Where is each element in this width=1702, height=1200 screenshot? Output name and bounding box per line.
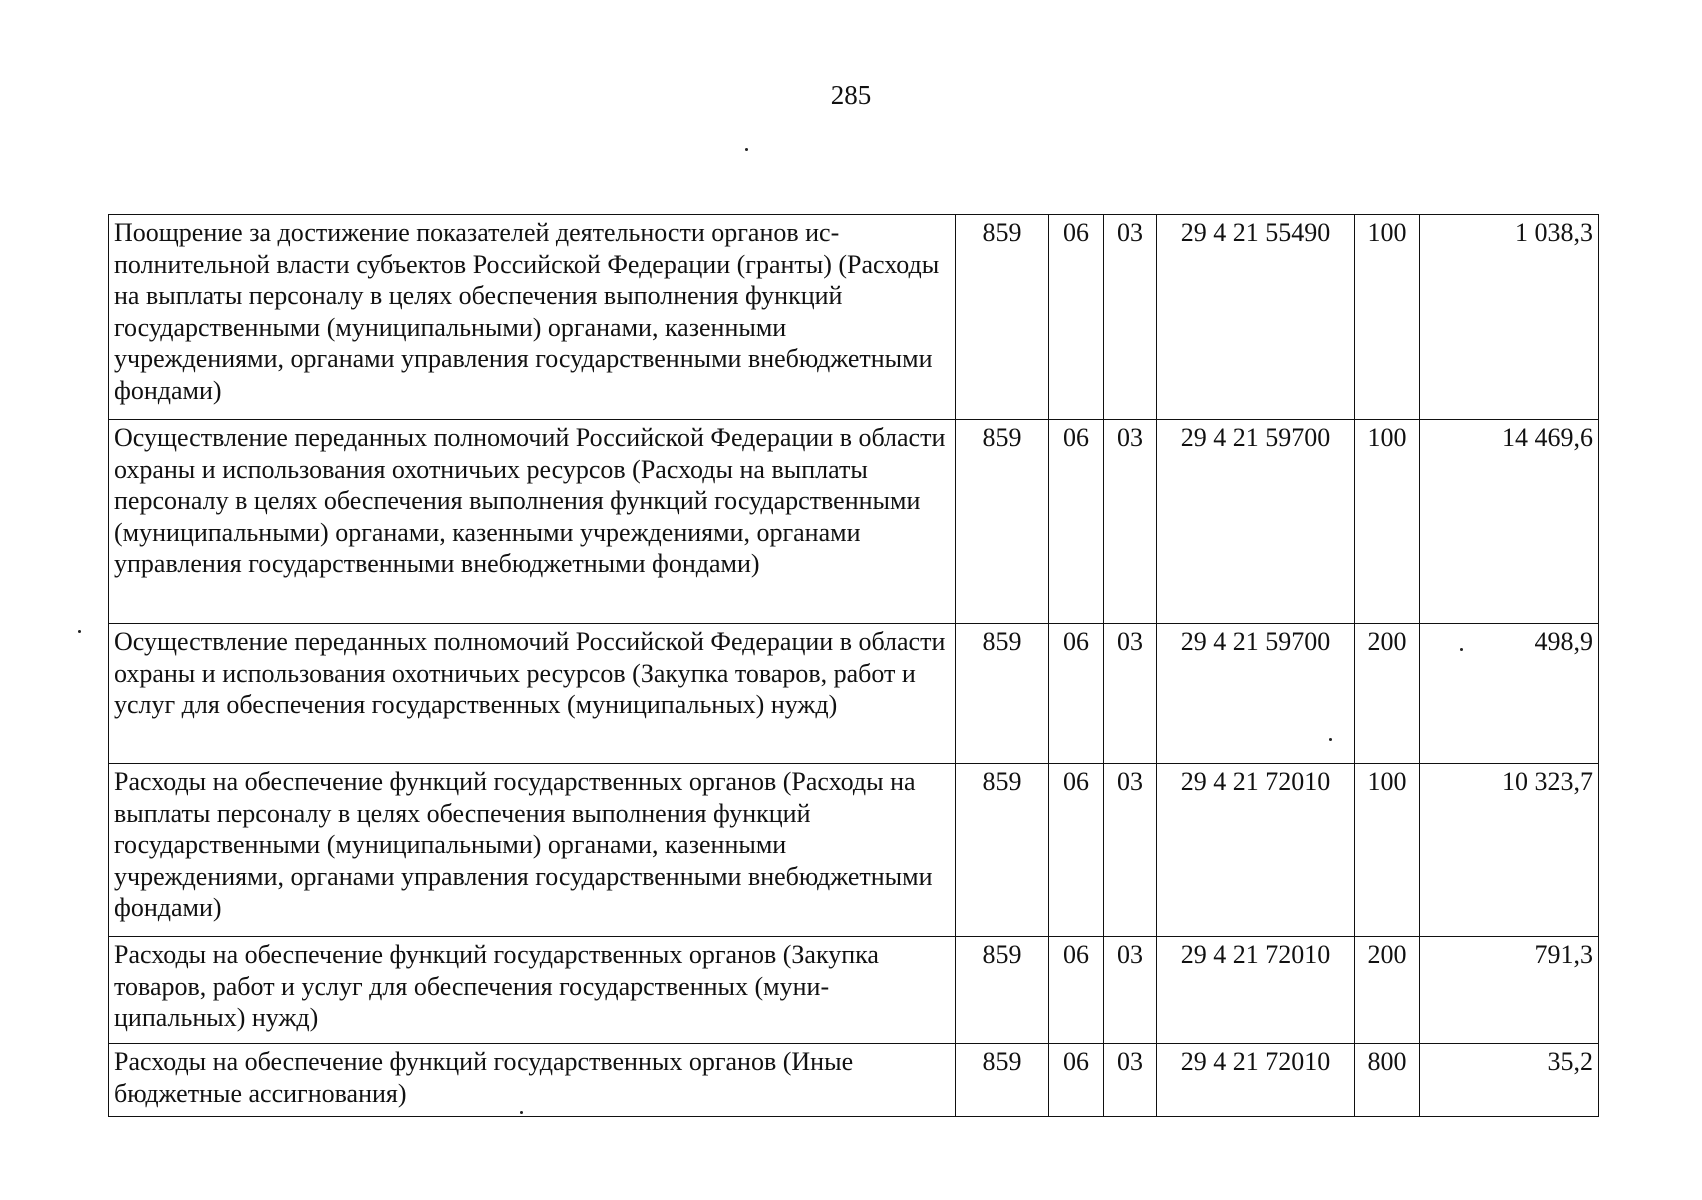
row-description: Расходы на обеспечение функций государственных органов (Расходы на выплаты персоналу в целях обеспечения выполнения функций государственными (муниципальными) органами, казенными учреждениями, органами управления государственными внебюджетными фондами)	[109, 764, 956, 937]
admin-code-cell: 859	[956, 764, 1049, 937]
target-article-cell: 29 4 21 72010	[1157, 937, 1355, 1044]
row-description: Расходы на обеспечение функций государственных органов (Закупка товаров, работ и услуг для обеспечения государственных (муниципальных) нужд)	[109, 937, 956, 1044]
amount-cell: 498,9	[1420, 624, 1599, 764]
target-article-cell: 29 4 21 72010	[1157, 1044, 1355, 1117]
amount-cell: 10 323,7	[1420, 764, 1599, 937]
target-article-cell: 29 4 21 55490	[1157, 215, 1355, 420]
section-cell: 06	[1049, 624, 1104, 764]
expense-type-cell: 100	[1355, 215, 1420, 420]
admin-code-cell: 859	[956, 624, 1049, 764]
subsection-cell: 03	[1104, 1044, 1157, 1117]
expense-type-cell: 100	[1355, 764, 1420, 937]
row-description: Осуществление переданных полномочий Российской Федерации в области охраны и использования охотничьих ресурсов (Закупка товаров, работ и услуг для обеспечения государственных (муниципальных) нужд)	[109, 624, 956, 764]
amount-cell: 35,2	[1420, 1044, 1599, 1117]
scan-speck	[745, 148, 748, 151]
admin-code-cell: 859	[956, 215, 1049, 420]
section-cell: 06	[1049, 420, 1104, 624]
subsection-cell: 03	[1104, 215, 1157, 420]
table-row	[109, 420, 1599, 624]
target-article-cell: 29 4 21 72010	[1157, 764, 1355, 937]
expense-type-cell: 200	[1355, 624, 1420, 764]
section-cell: 06	[1049, 764, 1104, 937]
amount-cell: 14 469,6	[1420, 420, 1599, 624]
section-cell: 06	[1049, 215, 1104, 420]
subsection-cell: 03	[1104, 624, 1157, 764]
page-number: 285	[830, 80, 872, 110]
table-row	[109, 937, 1599, 1044]
table-row	[109, 1044, 1599, 1117]
expense-type-cell: 200	[1355, 937, 1420, 1044]
budget-table-body	[109, 215, 1599, 1117]
section-cell: 06	[1049, 1044, 1104, 1117]
budget-table	[108, 214, 1599, 1117]
table-row	[109, 764, 1599, 937]
table-row	[109, 624, 1599, 764]
row-description: Расходы на обеспечение функций государственных органов (Иные бюджетные ассигнования)	[109, 1044, 956, 1117]
admin-code-cell: 859	[956, 937, 1049, 1044]
expense-type-cell: 800	[1355, 1044, 1420, 1117]
scan-speck	[78, 630, 81, 633]
amount-cell: 1 038,3	[1420, 215, 1599, 420]
amount-cell: 791,3	[1420, 937, 1599, 1044]
admin-code-cell: 859	[956, 1044, 1049, 1117]
admin-code-cell: 859	[956, 420, 1049, 624]
target-article-cell: 29 4 21 59700	[1157, 624, 1355, 764]
row-description: Поощрение за достижение показателей деятельности органов исполнительной власти субъектов Российской Федерации (гранты) (Расходы на выплаты персоналу в целях обеспечения выполнения функций государственными (муниципальными) органами, казенными учреждениями, органами управления государственными внебюджетными фондами)	[109, 215, 956, 420]
section-cell: 06	[1049, 937, 1104, 1044]
target-article-cell: 29 4 21 59700	[1157, 420, 1355, 624]
row-description: Осуществление переданных полномочий Российской Федерации в области охраны и использования охотничьих ресурсов (Расходы на выплаты персоналу в целях обеспечения выполнения функций государственными (муниципальными) органами, казенными учреждениями, органами управления государственными внебюджетными фондами)	[109, 420, 956, 624]
subsection-cell: 03	[1104, 420, 1157, 624]
subsection-cell: 03	[1104, 764, 1157, 937]
table-row	[109, 215, 1599, 420]
expense-type-cell: 100	[1355, 420, 1420, 624]
subsection-cell: 03	[1104, 937, 1157, 1044]
